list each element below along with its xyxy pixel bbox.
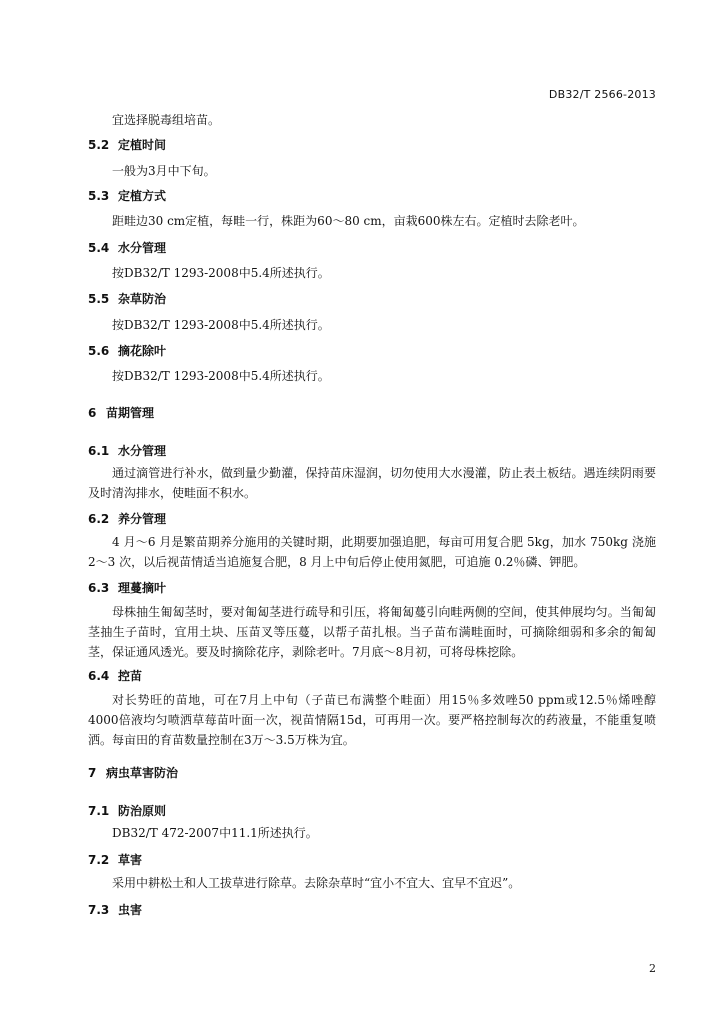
section-number: 5.4 <box>88 241 110 255</box>
section-title: 控苗 <box>118 669 143 683</box>
page-number: 2 <box>649 962 656 975</box>
chapter-title: 病虫草害防治 <box>106 766 179 780</box>
section-heading <box>88 668 142 684</box>
section-number: 7.3 <box>88 903 110 917</box>
section-heading <box>88 291 166 307</box>
section-heading <box>88 803 166 819</box>
section-number: 6.1 <box>88 444 110 458</box>
paragraph: 按DB32/T 1293-2008中5.4所述执行。 <box>112 318 330 332</box>
document-code-header: DB32/T 2566-2013 <box>548 88 656 101</box>
chapter-number: 6 <box>88 406 97 420</box>
chapter-title: 苗期管理 <box>106 406 155 420</box>
section-number: 7.1 <box>88 804 110 818</box>
paragraph: 对长势旺的苗地，可在7月上中旬（子苗已布满整个畦面）用15％多效唑50 ppm或12.5％烯唑醇4000倍液均匀喷洒草莓苗叶面一次，视苗情隔15d，可再用一次。要严格控制每次的药液量，不能重复喷洒。每亩田的育苗数量控制在3万～3.5万株为宜。 <box>88 693 656 747</box>
paragraph: 4 月～6 月是繁苗期养分施用的关键时期，此期要加强追肥，每亩可用复合肥 5kg，加水 750kg 浇施 2～3 次，以后视苗情适当追施复合肥，8 月上中旬后停止使用氮肥，可追施 0.2％磷、钾肥。 <box>88 535 656 569</box>
section-title: 养分管理 <box>118 512 167 526</box>
chapter-heading <box>88 765 178 781</box>
section-number: 5.3 <box>88 189 110 203</box>
section-number: 6.4 <box>88 669 110 683</box>
section-number: 5.5 <box>88 292 110 306</box>
section-title: 定植方式 <box>118 189 167 203</box>
section-title: 定植时间 <box>118 138 167 152</box>
section-heading <box>88 511 166 527</box>
section-title: 理蔓摘叶 <box>118 581 167 595</box>
section-title: 水分管理 <box>118 444 167 458</box>
section-heading <box>88 852 142 868</box>
paragraph: 距畦边30 cm定植，每畦一行，株距为60～80 cm，亩栽600株左右。定植时去除老叶。 <box>112 214 585 228</box>
section-number: 5.6 <box>88 344 110 358</box>
section-number: 5.2 <box>88 138 110 152</box>
section-number: 7.2 <box>88 853 110 867</box>
section-heading <box>88 443 166 459</box>
section-heading <box>88 343 166 359</box>
paragraph: 宜选择脱毒组培苗。 <box>112 113 221 127</box>
section-heading <box>88 188 166 204</box>
section-title: 摘花除叶 <box>118 344 167 358</box>
section-title: 草害 <box>118 853 143 867</box>
section-title: 虫害 <box>118 903 143 917</box>
paragraph: DB32/T 472-2007中11.1所述执行。 <box>112 826 318 840</box>
section-title: 杂草防治 <box>118 292 167 306</box>
paragraph: 按DB32/T 1293-2008中5.4所述执行。 <box>112 369 330 383</box>
paragraph: 按DB32/T 1293-2008中5.4所述执行。 <box>112 266 330 280</box>
section-heading <box>88 580 166 596</box>
section-number: 6.3 <box>88 581 110 595</box>
chapter-number: 7 <box>88 766 97 780</box>
paragraph: 通过滴管进行补水，做到量少勤灌，保持苗床湿润，切勿使用大水漫灌，防止表土板结。遇连续阴雨要及时清沟排水，使畦面不积水。 <box>88 466 656 500</box>
section-title: 防治原则 <box>118 804 167 818</box>
paragraph: 母株抽生匍匐茎时，要对匍匐茎进行疏导和引压，将匍匐蔓引向畦两侧的空间，使其伸展均匀。当匍匐茎抽生子苗时，宜用土块、压苗叉等压蔓，以帮子苗扎根。当子苗布满畦面时，可摘除细弱和多余的匍匐茎，保证通风透光。要及时摘除花序，剥除老叶。7月底～8月初，可将母株挖除。 <box>88 605 656 659</box>
section-heading <box>88 902 142 918</box>
section-title: 水分管理 <box>118 241 167 255</box>
section-number: 6.2 <box>88 512 110 526</box>
section-heading <box>88 240 166 256</box>
section-heading <box>88 137 166 153</box>
chapter-heading <box>88 405 154 421</box>
paragraph: 采用中耕松土和人工拔草进行除草。去除杂草时“宜小不宜大、宜早不宜迟”。 <box>112 876 521 890</box>
paragraph: 一般为3月中下旬。 <box>112 164 216 178</box>
